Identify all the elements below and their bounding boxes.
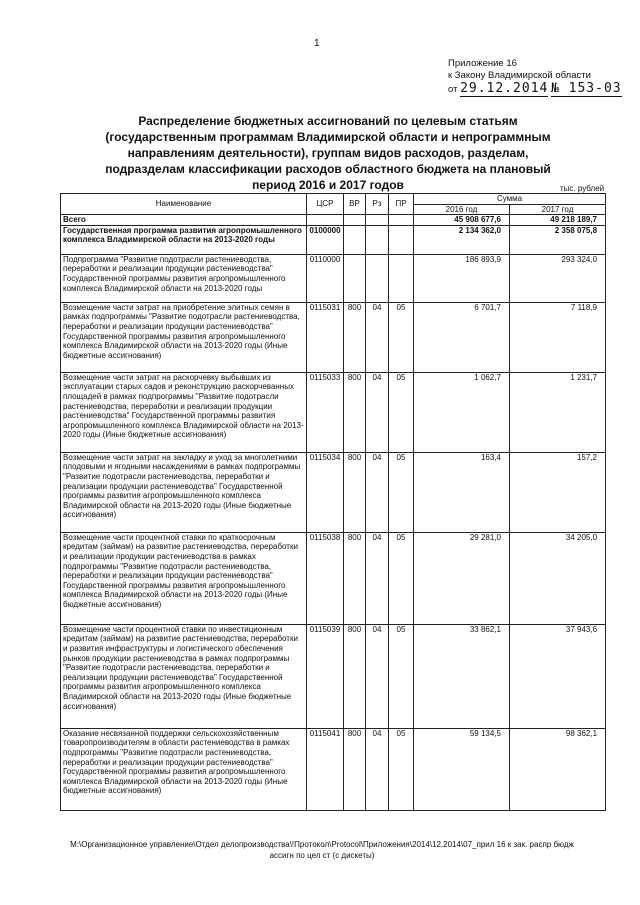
table-row xyxy=(61,225,606,254)
row-rz: 04 xyxy=(366,302,389,372)
row-csr: 0115031 xyxy=(307,302,344,372)
header-2017: 2017 год xyxy=(510,204,606,215)
row-vr: 800 xyxy=(344,452,366,532)
row-vr: 800 xyxy=(344,624,366,728)
law-reference: к Закону Владимирской области xyxy=(448,70,591,81)
row-name: Возмещение части процентной ставки по краткосрочным кредитам (займам) на развитие растениеводства, переработки и реализации продукции растениеводства в рамках подпрограммы "Развитие подотрасли растениеводства, переработки и реализации продукции растениеводства" Государственной программы развития агропромышленного комплекса Владимирской области на 2013-2020 годы (Иные бюджетные ассигнования) xyxy=(61,532,307,624)
row-2017: 34 205,0 xyxy=(510,532,606,624)
document-title: Распределение бюджетных ассигнований по целевым статьям (государственным программам Владимирской области и непрограммным направлениям деятельности), группам видов расходов, разделам, подразделам классификации расходов областного бюджета на плановый период 2016 и 2017 годов xyxy=(105,114,551,192)
row-name: Возмещение части затрат на закладку и уход за многолетними плодовыми и ягодными насаждениями в рамках подпрограммы "Развитие подотрасли растениеводства, переработки и реализации продукции растениеводства" Государственной программы развития агропромышленного комплекса Владимирской области на 2013-2020 годы (Иные бюджетные ассигнования) xyxy=(61,452,307,532)
table-row xyxy=(61,372,606,452)
header-csr: ЦСР xyxy=(307,194,344,215)
table-row xyxy=(61,452,606,532)
row-2016: 6 701,7 xyxy=(414,302,510,372)
header-name: Наименование xyxy=(61,194,307,215)
row-csr: 0115041 xyxy=(307,728,344,810)
row-rz xyxy=(366,254,389,302)
row-pr xyxy=(389,225,414,254)
row-csr: 0115039 xyxy=(307,624,344,728)
row-2017: 98 362,1 xyxy=(510,728,606,810)
appendix-block xyxy=(448,58,622,96)
row-vr: 800 xyxy=(344,532,366,624)
row-vr: 800 xyxy=(344,372,366,452)
row-vr xyxy=(344,254,366,302)
date-prefix: от xyxy=(448,84,458,95)
page-number: 1 xyxy=(314,38,320,49)
total-label: Всего xyxy=(61,215,307,226)
row-2016: 2 134 362,0 xyxy=(414,225,510,254)
row-pr: 05 xyxy=(389,728,414,810)
row-name: Возмещение части затрат на приобретение элитных семян в рамках подпрограммы "Развитие подотрасли растениеводства, переработки и реализации продукции растениеводства" Государственной программы развития агропромышленного комплекса Владимирской области на 2013-2020 годы (Иные бюджетные ассигнования) xyxy=(61,302,307,372)
row-pr: 05 xyxy=(389,624,414,728)
budget-table xyxy=(60,193,606,811)
row-2016: 33 862,1 xyxy=(414,624,510,728)
row-rz: 04 xyxy=(366,452,389,532)
row-name: Государственная программа развития агропромышленного комплекса Владимирской области на 2013-2020 годы xyxy=(61,225,307,254)
header-sum: Сумма xyxy=(414,194,606,205)
appendix-label: Приложение 16 xyxy=(448,58,517,69)
row-vr: 800 xyxy=(344,302,366,372)
row-name: Возмещение части затрат на раскорчевку выбывших из эксплуатации старых садов и реконструкцию раскорчеванных площадей в рамках подпрограммы "Развитие подотрасли растениеводства, переработки и реализации продукции растениеводства" Государственной программы развития агропромышленного комплекса Владимирской области на 2013-2020 годы (Иные бюджетные ассигнования) xyxy=(61,372,307,452)
row-csr: 0115038 xyxy=(307,532,344,624)
row-csr: 0115033 xyxy=(307,372,344,452)
table-row xyxy=(61,532,606,624)
row-csr: 0110000 xyxy=(307,254,344,302)
row-vr xyxy=(344,225,366,254)
header-pr: ПР xyxy=(389,194,414,215)
total-2017: 49 218 189,7 xyxy=(510,215,606,226)
row-name: Возмещение части процентной ставки по инвестиционным кредитам (займам) на развитие растениеводства, переработки и развития инфраструктуры и логистического обеспечения рынков продукции растениеводства в рамках подпрограммы "Развитие подотрасли растениеводства, переработки и реализации продукции растениеводства" Государственной программы развития агропромышленного комплекса Владимирской области на 2013-2020 годы (Иные бюджетные ассигнования) xyxy=(61,624,307,728)
row-rz xyxy=(366,225,389,254)
row-2017: 37 943,6 xyxy=(510,624,606,728)
header-2016: 2016 год xyxy=(414,204,510,215)
total-row xyxy=(61,215,606,226)
row-rz: 04 xyxy=(366,532,389,624)
row-name: Подпрограмма "Развитие подотрасли растениеводства, переработки и реализации продукции растениеводства" Государственной программы развития агропромышленного комплекса Владимирской области на 2013-2020 годы xyxy=(61,254,307,302)
row-csr: 0100000 xyxy=(307,225,344,254)
row-2016: 1 062,7 xyxy=(414,372,510,452)
law-number: № 153-03 xyxy=(551,81,622,96)
law-date-line xyxy=(448,83,622,96)
row-2017: 2 358 075,8 xyxy=(510,225,606,254)
units-label: тыс. рублей xyxy=(560,184,605,193)
row-pr: 05 xyxy=(389,532,414,624)
row-vr: 800 xyxy=(344,728,366,810)
row-2017: 157,2 xyxy=(510,452,606,532)
row-2017: 293 324,0 xyxy=(510,254,606,302)
row-rz: 04 xyxy=(366,372,389,452)
table-row xyxy=(61,254,606,302)
file-path-footer: M:\Организационное управление\Отдел делопроизводства\!Протокол\Protocol\Приложения\2014\12.2014\07_прил 16 к зак. распр бюдж ассигн по цел ст (с дискеты) xyxy=(70,840,574,860)
row-2017: 7 118,9 xyxy=(510,302,606,372)
header-vr: ВР xyxy=(344,194,366,215)
row-rz: 04 xyxy=(366,728,389,810)
total-2016: 45 908 677,6 xyxy=(414,215,510,226)
row-2016: 29 281,0 xyxy=(414,532,510,624)
law-date: 29.12.2014 xyxy=(460,81,549,96)
header-rz: Рз xyxy=(366,194,389,215)
row-pr: 05 xyxy=(389,302,414,372)
row-2016: 163,4 xyxy=(414,452,510,532)
row-2017: 1 231,7 xyxy=(510,372,606,452)
table-row xyxy=(61,728,606,810)
row-rz: 04 xyxy=(366,624,389,728)
row-2016: 59 134,5 xyxy=(414,728,510,810)
row-2016: 186 893,9 xyxy=(414,254,510,302)
row-pr: 05 xyxy=(389,372,414,452)
row-pr: 05 xyxy=(389,452,414,532)
row-pr xyxy=(389,254,414,302)
table-row xyxy=(61,302,606,372)
row-csr: 0115034 xyxy=(307,452,344,532)
row-name: Оказание несвязанной поддержки сельскохозяйственным товаропроизводителям в области растениеводства в рамках подпрограммы "Развитие подотрасли растениеводства, переработки и реализации продукции растениеводства" Государственной программы развития агропромышленного комплекса Владимирской области на 2013-2020 годы (Иные бюджетные ассигнования) xyxy=(61,728,307,810)
table-row xyxy=(61,624,606,728)
